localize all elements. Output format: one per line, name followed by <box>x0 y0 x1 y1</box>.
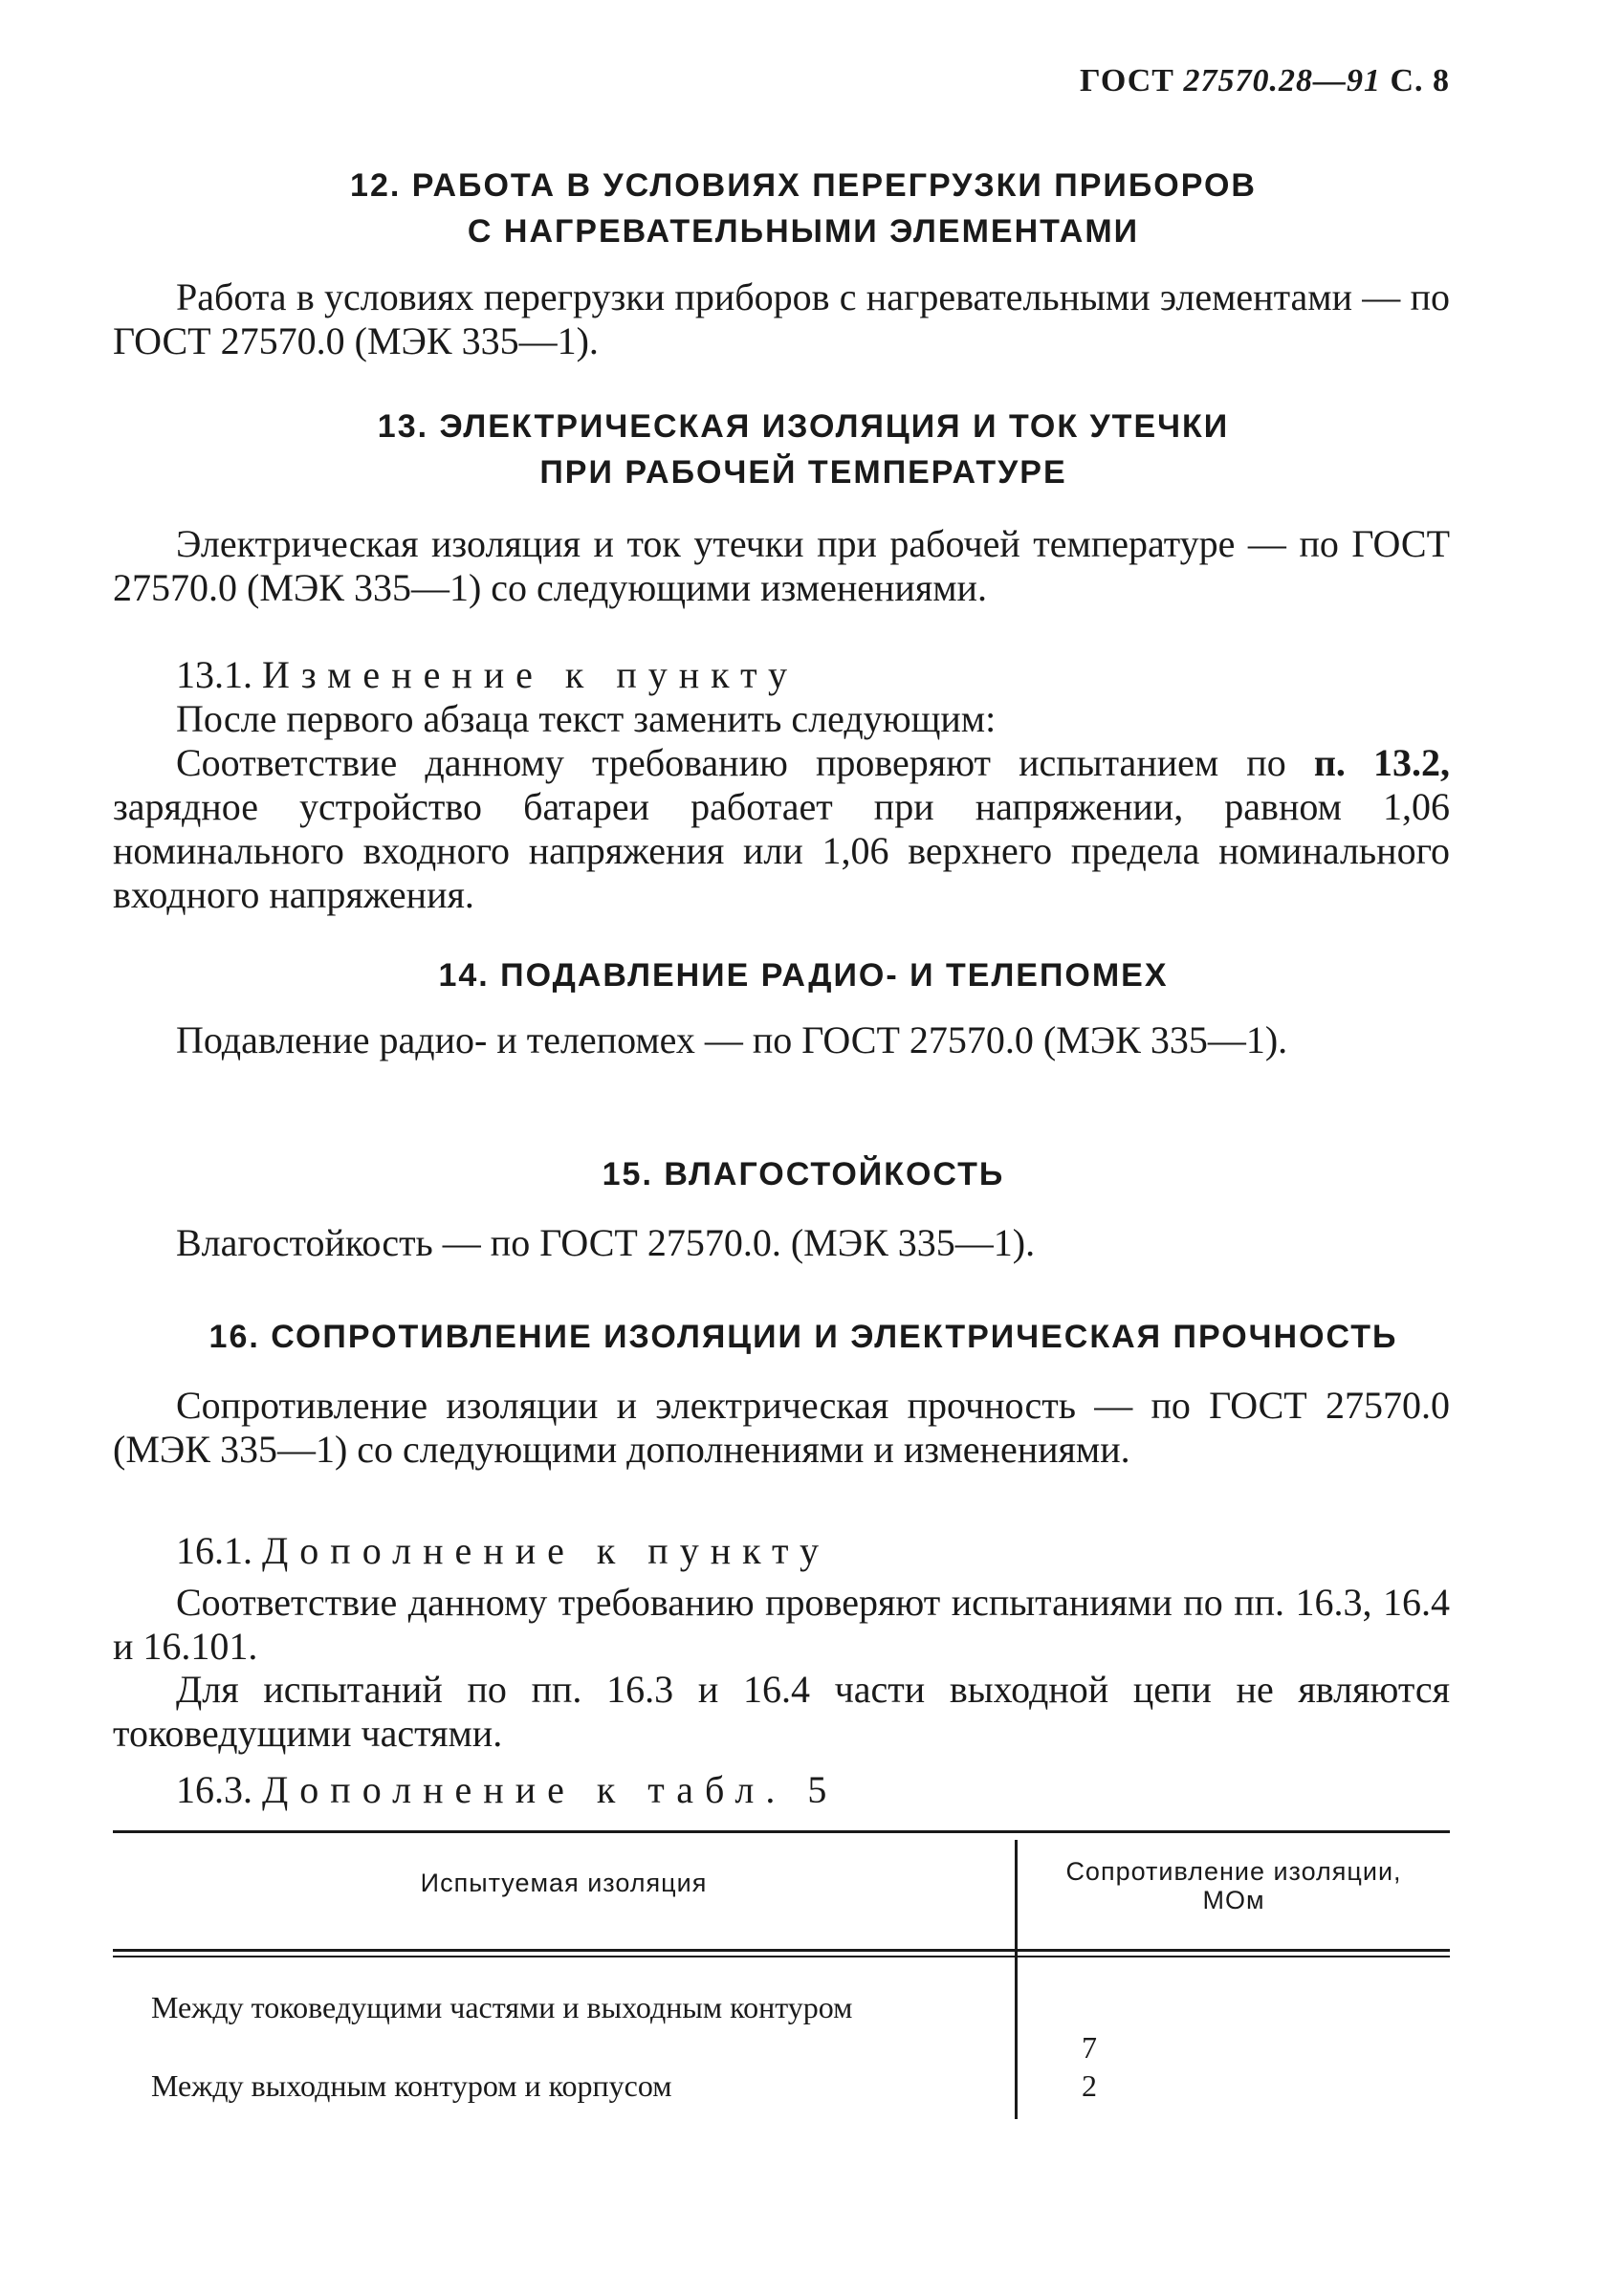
section-15-text: Влагостойкость — по ГОСТ 27570.0. (МЭК 335—1). <box>176 1221 1036 1264</box>
section-12-title <box>143 163 1463 254</box>
section-13-1-heading <box>113 653 1450 697</box>
section-16-3-label: Дополнение к табл. 5 <box>262 1768 839 1811</box>
section-16-1-number: 16.1. <box>176 1529 252 1572</box>
table-top-rule <box>113 1830 1450 1833</box>
section-13-1-number: 13.1. <box>176 653 252 696</box>
table-header-col2-line2: МОм <box>1202 1886 1265 1914</box>
section-13-1-para2 <box>113 741 1450 917</box>
table-row-1-label: Между токоведущими частями и выходным контуром <box>151 1990 853 2024</box>
table-header-col2-line1: Сопротивление изоляции, <box>1065 1857 1402 1886</box>
header-standard-prefix: ГОСТ <box>1080 63 1174 98</box>
table-header-col2 <box>1018 1857 1450 1914</box>
section-16-1-heading <box>113 1529 1450 1573</box>
section-13-text: Электрическая изоляция и ток утечки при рабочей температуре — по ГОСТ 27570.0 (МЭК 335—1) со следующими изменениями. <box>113 522 1450 609</box>
section-16-text: Сопротивление изоляции и электрическая прочность — по ГОСТ 27570.0 (МЭК 335—1) со следующими дополнениями и изменениями. <box>113 1384 1450 1471</box>
table-row-2-label: Между выходным контуром и корпусом <box>151 2068 672 2103</box>
section-13-1-para2-start: Соответствие данному требованию проверяют испытанием по <box>176 741 1286 784</box>
header-standard-number: 27570.28—91 <box>1183 63 1381 98</box>
section-13-1-para1: После первого абзаца текст заменить следующим: <box>176 697 997 740</box>
section-16-1-label: Дополнение к пункту <box>262 1529 830 1572</box>
table-header-col1: Испытуемая изоляция <box>420 1869 708 1897</box>
section-14-title: 14. ПОДАВЛЕНИЕ РАДИО- И ТЕЛЕПОМЕХ <box>438 957 1169 994</box>
section-13-1-para2-rest: зарядное устройство батареи работает при напряжении, равном 1,06 номинального входного напряжения или 1,06 верхнего предела номинального входного напряжения. <box>113 785 1450 916</box>
section-15-title: 15. ВЛАГОСТОЙКОСТЬ <box>602 1156 1005 1192</box>
section-16-1-para1: Соответствие данному требованию проверяют испытаниями по пп. 16.3, 16.4 и 16.101. <box>113 1581 1450 1668</box>
section-13-title-line1: 13. ЭЛЕКТРИЧЕСКАЯ ИЗОЛЯЦИЯ И ТОК УТЕЧКИ <box>377 408 1230 445</box>
header-page-number: С. 8 <box>1390 63 1450 98</box>
section-12-title-line1: 12. РАБОТА В УСЛОВИЯХ ПЕРЕГРУЗКИ ПРИБОРОВ <box>350 167 1257 204</box>
section-13-title <box>143 404 1463 495</box>
table-header-rule-second <box>113 1956 1450 1957</box>
table-row-2-value: 2 <box>1082 2068 1097 2103</box>
section-13-1-label: Изменение к пункту <box>262 653 800 696</box>
section-16-title: 16. СОПРОТИВЛЕНИЕ ИЗОЛЯЦИИ И ЭЛЕКТРИЧЕСКАЯ ПРОЧНОСТЬ <box>208 1319 1398 1355</box>
section-14-text: Подавление радио- и телепомех — по ГОСТ 27570.0 (МЭК 335—1). <box>176 1018 1288 1061</box>
page-header <box>1080 63 1450 99</box>
section-16-1-para2: Для испытаний по пп. 16.3 и 16.4 части выходной цепи не являются токоведущими частями. <box>113 1668 1450 1755</box>
table-header-rule <box>113 1949 1450 1952</box>
section-13-1-para2-ref: п. 13.2, <box>1313 741 1451 784</box>
section-13-title-line2: ПРИ РАБОЧЕЙ ТЕМПЕРАТУРЕ <box>539 454 1067 491</box>
table-row-1-value: 7 <box>1082 2030 1097 2065</box>
section-16-3-number: 16.3. <box>176 1768 252 1811</box>
section-12-title-line2: С НАГРЕВАТЕЛЬНЫМИ ЭЛЕМЕНТАМИ <box>467 213 1140 250</box>
section-12-text: Работа в условиях перегрузки приборов с нагревательными элементами — по ГОСТ 27570.0 (МЭК 335—1). <box>113 275 1450 362</box>
section-16-3-heading <box>113 1768 1450 1812</box>
